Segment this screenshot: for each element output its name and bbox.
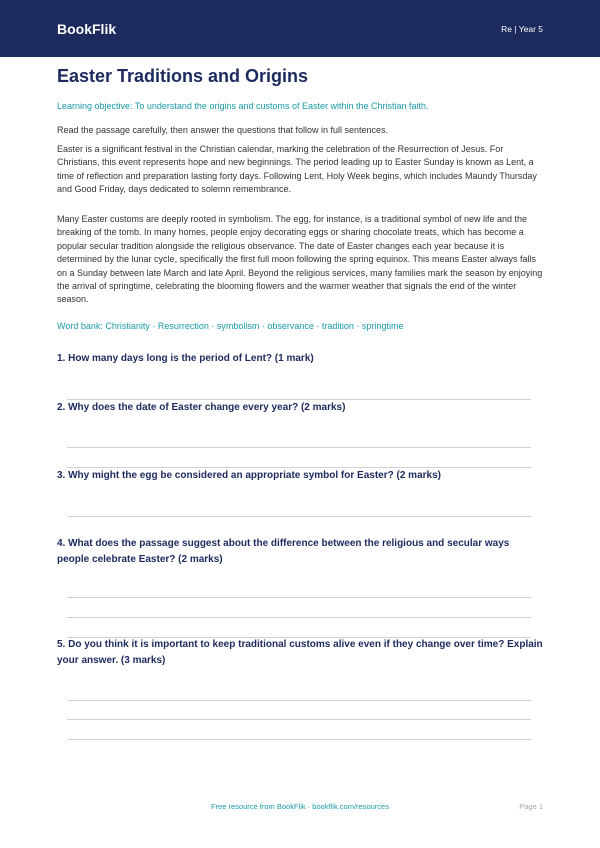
answer-line bbox=[67, 617, 531, 618]
passage-paragraph-2: Many Easter customs are deeply rooted in symbolism. The egg, for instance, is a traditional symbol of new life and the breaking of the tomb. In many homes, people enjoy decorating eggs or sharing chocolate treats, which has become a popular secular tradition alongside the religious observance. The date of Easter changes each year because it is determined by the lunar cycle, specifically the first full moon following the spring equinox. This means Easter always falls on a Sunday between late March and late April. Beyond the religious services, many families mark the season by enjoying the arrival of springtime, celebrating the blooming flowers and the warmer weather that signals the end of the winter season. bbox=[57, 214, 543, 305]
question-1: 1. How many days long is the period of Lent? (1 mark) bbox=[57, 353, 314, 364]
answer-line bbox=[67, 719, 531, 720]
page-header bbox=[0, 0, 600, 57]
answer-line bbox=[67, 700, 531, 701]
worksheet-title: Easter Traditions and Origins bbox=[57, 66, 309, 86]
word-bank: Word bank: Christianity · Resurrection · symbolism · observance · tradition · springtime bbox=[57, 321, 404, 331]
question-5: 5. Do you think it is important to keep traditional customs alive even if they change over time? Explain your answer. (3 marks) bbox=[57, 639, 543, 666]
learning-objective: Learning objective: To understand the origins and customs of Easter within the Christian faith. bbox=[57, 101, 429, 111]
footer-resource-link[interactable]: Free resource from BookFlik · bookflik.com/resources bbox=[211, 802, 389, 811]
answer-line bbox=[67, 516, 531, 517]
question-2: 2. Why does the date of Easter change every year? (2 marks) bbox=[57, 402, 346, 413]
answer-line bbox=[67, 739, 531, 740]
answer-line bbox=[67, 597, 531, 598]
subject-year-label: Re | Year 5 bbox=[501, 23, 543, 34]
passage-paragraph-1: Easter is a significant festival in the Christian calendar, marking the celebration of the Resurrection of Jesus. For Christians, this event represents hope and new beginnings. The period leading up to Easter Sunday is known as Lent, a time of reflection and preparation lasting forty days. Following Lent, Holy Week begins, which includes Maundy Thursday and Good Friday, days dedicated to solemn remembrance. bbox=[57, 144, 537, 195]
brand-logo: BookFlik bbox=[57, 20, 117, 37]
page-number: Page 1 bbox=[519, 802, 543, 811]
answer-line bbox=[67, 447, 531, 448]
question-3: 3. Why might the egg be considered an appropriate symbol for Easter? (2 marks) bbox=[57, 470, 441, 481]
question-4: 4. What does the passage suggest about the difference between the religious and secular ways people celebrate Easter? (2 marks) bbox=[57, 538, 510, 565]
instructions: Read the passage carefully, then answer the questions that follow in full sentences. bbox=[57, 125, 389, 135]
